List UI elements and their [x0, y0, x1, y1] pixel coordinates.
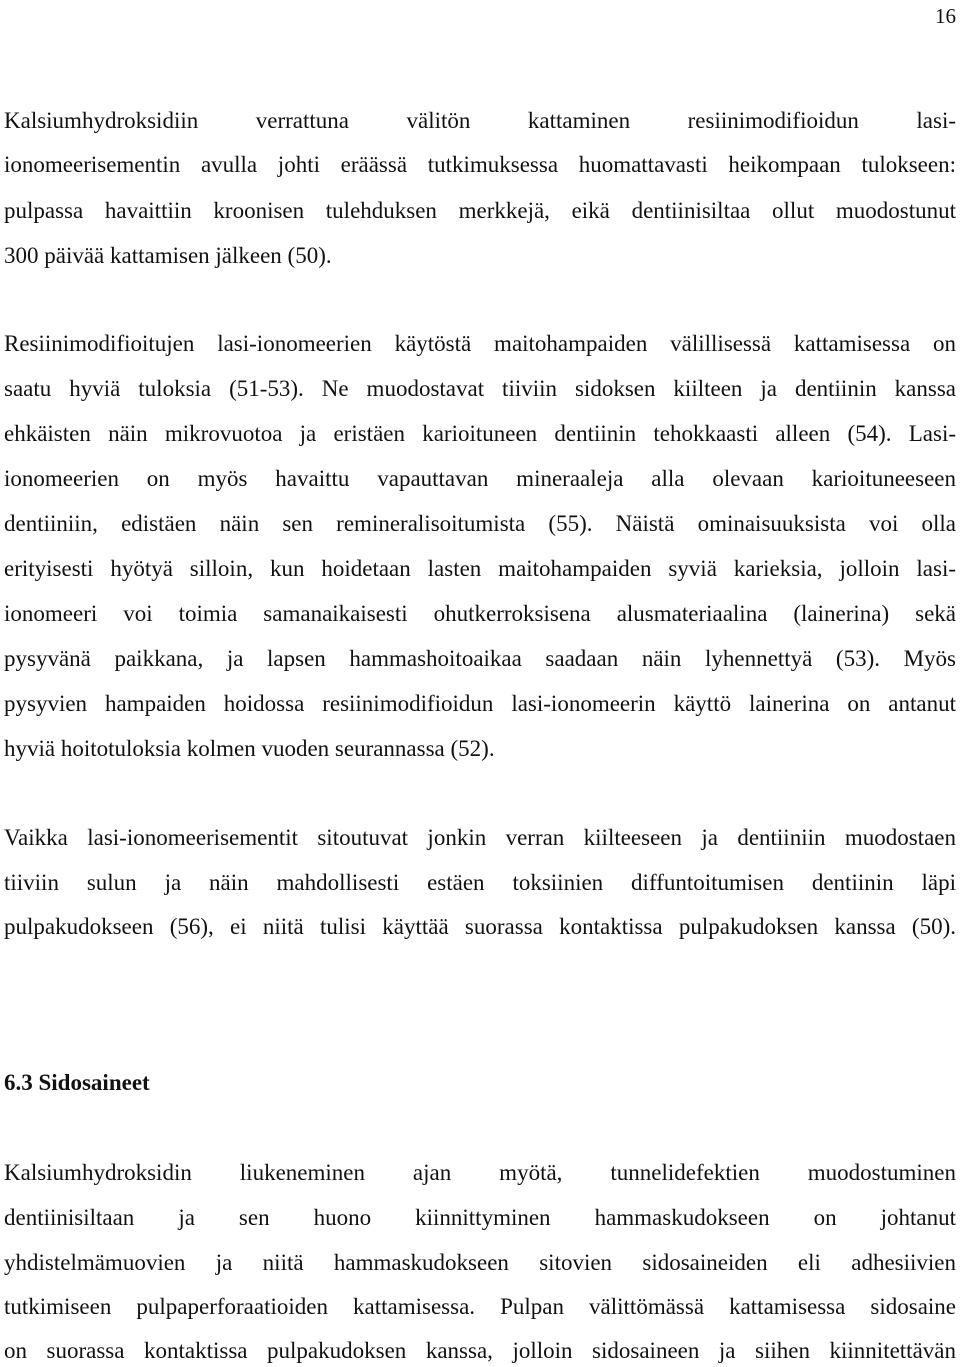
text-line: dentiinisiltaan ja sen huono kiinnittyminen hammaskudokseen on johtanut	[4, 1205, 956, 1230]
section-heading: 6.3 Sidosaineet	[4, 1070, 150, 1095]
text-line: Kalsiumhydroksidiin verrattuna välitön kattaminen resiinimodifioidun lasi-	[4, 108, 956, 133]
text-line: 300 päivää kattamisen jälkeen (50).	[4, 243, 332, 268]
text-line: ionomeeri voi toimia samanaikaisesti ohutkerroksisena alusmateriaalina (lainerina) sekä	[4, 601, 956, 626]
text-line: pulpassa havaittiin kroonisen tulehduksen merkkejä, eikä dentiinisiltaa ollut muodostunut	[4, 198, 956, 223]
text-line: yhdistelmämuovien ja niitä hammaskudokseen sitovien sidosaineiden eli adhesiivien	[4, 1250, 956, 1275]
text-line: tiiviin sulun ja näin mahdollisesti estäen toksiinien diffuntoitumisen dentiinin läpi	[4, 870, 956, 895]
text-line: pysyvänä paikkana, ja lapsen hammashoitoaikaa saadaan näin lyhennettyä (53). Myös	[4, 646, 956, 671]
text-line: Resiinimodifioitujen lasi-ionomeerien käytöstä maitohampaiden välillisessä kattamisessa on	[4, 331, 956, 356]
text-line: hyviä hoitotuloksia kolmen vuoden seurannassa (52).	[4, 736, 495, 761]
text-line: saatu hyviä tuloksia (51-53). Ne muodostavat tiiviin sidoksen kiilteen ja dentiinin kanssa	[4, 376, 956, 401]
text-line: Vaikka lasi-ionomeerisementit sitoutuvat jonkin verran kiilteeseen ja dentiiniin muodostaen	[4, 825, 956, 850]
text-line: pysyvien hampaiden hoidossa resiinimodifioidun lasi-ionomeerin käyttö lainerina on antanut	[4, 691, 956, 716]
text-line: pulpakudokseen (56), ei niitä tulisi käyttää suorassa kontaktissa pulpakudoksen kanssa (50).	[4, 914, 956, 939]
text-line: ehkäisten näin mikrovuotoa ja eristäen karioituneen dentiinin tehokkaasti alleen (54). Lasi-	[4, 421, 956, 446]
text-line: on suorassa kontaktissa pulpakudoksen kanssa, jolloin sidosaineen ja siihen kiinnitettävän	[4, 1338, 956, 1363]
text-line: ionomeerisementin avulla johti eräässä tutkimuksessa huomattavasti heikompaan tulokseen:	[4, 152, 956, 177]
text-line: erityisesti hyötyä silloin, kun hoidetaan lasten maitohampaiden syviä karieksia, jolloin lasi-	[4, 556, 956, 581]
page-number: 16	[935, 4, 956, 28]
text-line: tutkimiseen pulpaperforaatioiden kattamisessa. Pulpan välittömässä kattamisessa sidosaine	[4, 1294, 956, 1319]
text-line: ionomeerien on myös havaittu vapauttavan mineraaleja alla olevaan karioituneeseen	[4, 466, 956, 491]
text-line: dentiiniin, edistäen näin sen remineralisoitumista (55). Näistä ominaisuuksista voi olla	[4, 511, 956, 536]
text-line: Kalsiumhydroksidin liukeneminen ajan myötä, tunnelidefektien muodostuminen	[4, 1160, 956, 1185]
